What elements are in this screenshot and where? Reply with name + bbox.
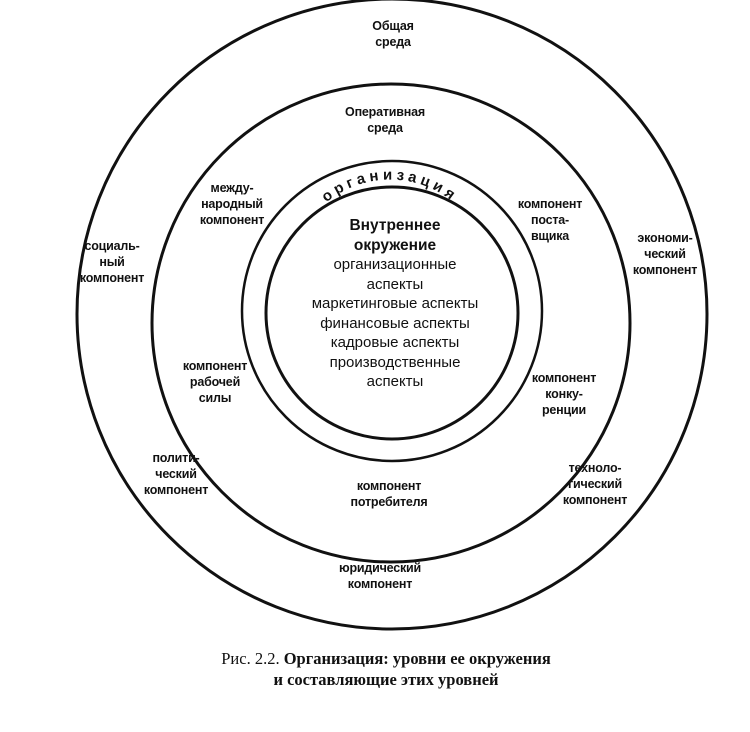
caption-line-1 <box>146 648 626 669</box>
personnel-aspects: кадровые аспекты <box>330 334 460 351</box>
technological-component-label: техноло- гический компонент <box>562 461 628 507</box>
caption-prefix: Рис. 2.2. <box>221 649 284 668</box>
operational-environment-label: Оперативная среда <box>345 105 425 135</box>
figure-caption <box>146 648 626 690</box>
organizational-aspects: организационные аспекты <box>333 256 457 293</box>
financial-aspects: финансовые аспекты <box>320 314 470 332</box>
production-aspects: производственные аспекты <box>329 353 461 390</box>
economic-component-label: экономи- ческий компонент <box>632 231 698 277</box>
international-component-label: между- народный компонент <box>199 181 265 227</box>
organization-label-path: организация <box>318 166 462 206</box>
internal-environment-block <box>295 216 495 392</box>
marketing-aspects: маркетинговые аспекты <box>311 295 479 312</box>
legal-component-label: юридический компонент <box>338 561 422 591</box>
competition-component-label: компонент конку- ренции <box>531 371 597 417</box>
supplier-component-label: компонент поста- вщика <box>517 197 583 243</box>
caption-title-line-2: и составляющие этих уровней <box>273 670 499 689</box>
political-component-label: полити- ческий компонент <box>143 451 209 497</box>
general-environment-label: Общая среда <box>372 19 414 49</box>
internal-environment-title: Внутреннее окружение <box>349 217 441 254</box>
caption-title-line-1: Организация: уровни ее окружения <box>283 649 551 668</box>
social-component-label: социаль- ный компонент <box>79 239 145 285</box>
labor-component-label: компонент рабочей силы <box>182 359 248 405</box>
consumer-component-label: компонент потребителя <box>350 479 428 509</box>
